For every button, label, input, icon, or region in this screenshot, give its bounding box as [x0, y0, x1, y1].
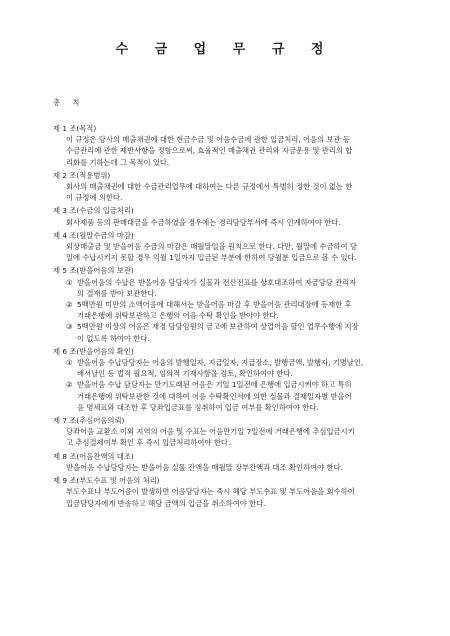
article-item	[53, 379, 414, 413]
article-heading: 제 1 조(목적)	[53, 124, 97, 133]
item-marker: ②	[66, 380, 73, 390]
item-text-line: 거래은행에 위탁보관한 것에 대하여 어음 수탁확인서에 의한 실물과 결재일자별 받을어	[77, 391, 352, 401]
article-6	[53, 346, 414, 413]
article-3	[53, 205, 414, 227]
article-text-line: 고 추심결제여부 확인 후 즉시 입금처리하여야 한다.	[66, 438, 231, 448]
article-heading: 제 2 조(적용범위)	[53, 170, 111, 180]
article-item	[53, 299, 414, 321]
article-text-line: 부도수표나 부도어음이 발생하면 어음담당자는 즉시 해당 부도수표 및 부도어음을 회수하여	[66, 487, 355, 497]
item-text-line: 5백만원 이상의 어음은 재경 담당임원의 금고에 보관하여 상업어음 할인 업무수행에 지장	[77, 322, 359, 332]
item-text-line: 5백만원 미만의 소액어음에 대해서는 받을어음 마감 후 받을어음 관리대장에 등재한 후	[77, 300, 352, 310]
article-list	[53, 123, 414, 511]
item-text	[77, 379, 414, 413]
article-text-line: 외상매출금 및 받을어음 수금의 마감은 매월말일을 원칙으로 한다. 다만, 월말에 수금하여 당	[66, 242, 357, 252]
article-heading: 제 5 조(받을어음의 보관)	[53, 266, 134, 276]
chapter-heading: 총 칙	[53, 98, 85, 107]
article-text-line: 리화를 기하는데 그 목적이 있다.	[66, 157, 170, 167]
article-4	[53, 230, 414, 264]
article-text-line: 이 규정은 당사의 매출채권에 대한 현금수금 및 어음수금에 관한 입금처리, 어음의 보관 등	[66, 135, 350, 145]
item-text	[77, 321, 414, 343]
item-text-line: 배서날인 등 법적 필요적, 임의적 기재사항을 검토, 확인하여야 한다.	[77, 369, 293, 379]
document-title: 수 금 업 무 규 정	[115, 42, 335, 57]
article-item	[53, 357, 414, 379]
article-8	[53, 451, 414, 473]
item-text-line: 거래은행에 위탁보관하고 은행의 어음 수탁 확인을 받아야 한다.	[77, 311, 279, 321]
item-text-line: 받을어음 수납 담당자는 만기도래된 어음은 기일 1일전에 은행에 입금시켜야 하고 특히	[77, 380, 352, 390]
article-9	[53, 475, 414, 509]
item-text	[77, 299, 414, 321]
item-text-line: 의 결재를 받아 보관한다.	[77, 288, 157, 298]
article-text-line: 회사의 매출채권에 대한 수금관리업무에 대하여는 다른 규정에서 특별히 정한 것이 없는 한	[66, 182, 353, 192]
article-7	[53, 415, 414, 449]
item-marker: ②	[66, 300, 73, 310]
article-text-line: 회사제품 등의 판매대금을 수금하였을 경우에는 경리담당부서에 즉시 인계하여야 한다.	[66, 217, 341, 227]
item-marker: ③	[66, 322, 73, 332]
item-text	[77, 357, 414, 379]
item-text-line: 받을어음의 수납은 받을어음 담당자가 실물과 전산전표를 상호대조하여 자금담당 관리자	[77, 277, 357, 287]
article-item	[53, 321, 414, 343]
article-1	[53, 123, 414, 168]
article-item	[53, 277, 414, 299]
article-heading: 제 6 조(받을어음의 확인)	[53, 346, 134, 356]
article-text-line: 일에 수납시키지 못할 경우 익월 1일까지 입금된 부분에 한하여 당월분 입금으로 볼 수 있다.	[66, 253, 357, 263]
item-marker: ①	[66, 277, 73, 287]
item-text-line: 음 명세표와 대조한 후 당좌입금표를 징취하여 입금 여부를 확인하여야 한다.	[77, 402, 319, 412]
article-text-line: 이 규정에 의한다.	[66, 193, 123, 203]
article-text-line: 받을어음 수납담당자는 받을어음 실물 잔액을 매월말 장부잔액과 대조 확인하여야 한다.	[66, 462, 343, 472]
item-marker: ①	[66, 358, 73, 368]
article-heading: 제 4 조(월말수금의 마감)	[53, 230, 134, 240]
item-text	[77, 277, 414, 299]
item-text-line: 이 없도록 하여야 한다.	[77, 333, 150, 343]
article-heading: 제 3 조(수금의 입금처리)	[53, 206, 134, 216]
article-text-line: 당좌어음 교환소 이외 지역의 어음 및 수표는 어음만기일 7일전에 거래은행에 추심입금시키	[66, 427, 355, 437]
article-text-line: 입금담당자에게 반송하고 해당 금액의 입금을 취소하여야 한다.	[66, 498, 266, 508]
article-heading: 제 8 조(어음잔액의 대조)	[53, 451, 134, 461]
article-2	[53, 170, 414, 204]
item-text-line: 받을어음 수납담당자는 어음의 발행일자, 지급일자, 지급장소, 발행금액, 발행자, 기명날인,	[77, 358, 364, 368]
article-text-line: 수금관리에 관한 제반사항을 정함으로써, 효율적인 매출채권 관리와 자금운용 및 관리의 합	[66, 146, 353, 156]
article-heading: 제 9 조(부도수표 및 어음의 처리)	[53, 476, 160, 486]
article-5	[53, 265, 414, 343]
article-heading: 제 7 조(추심어음의뢰)	[53, 416, 125, 426]
